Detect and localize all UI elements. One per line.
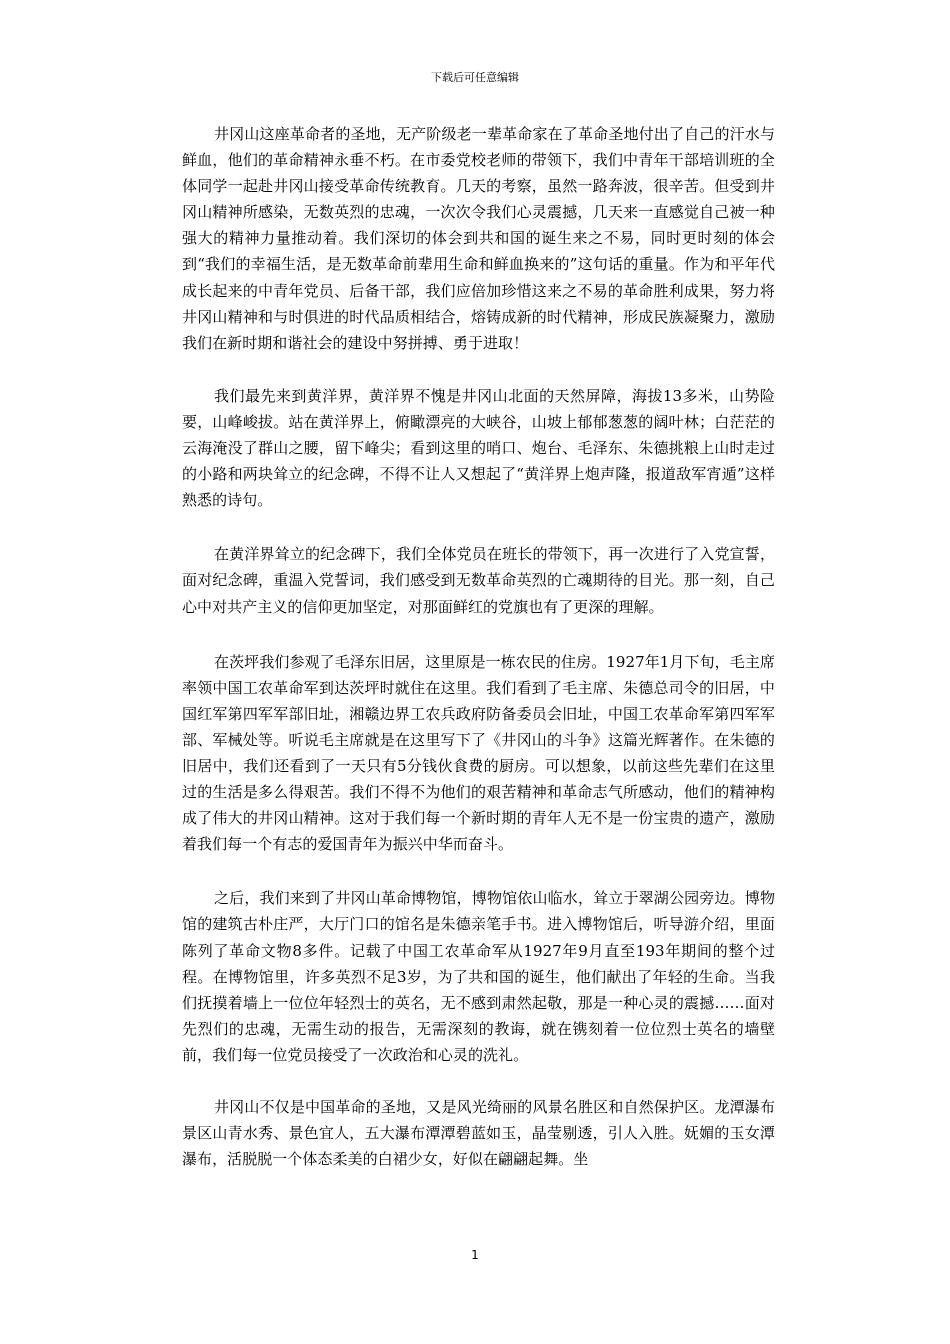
document-body (182, 121, 775, 1199)
header-note: 下载后可任意编辑 (431, 71, 519, 84)
paragraph: 我们最先来到黄洋界，黄洋界不愧是井冈山北面的天然屏障，海拔13多米，山势险要，山峰峻拔。站在黄洋界上，俯瞰漂亮的大峡谷，山坡上郁郁葱葱的阔叶林；白茫茫的云海淹没了群山之腰，留下峰尖；看到这里的哨口、炮台、毛泽东、朱德挑粮上山时走过的小路和两块耸立的纪念碑，不得不让人又想起了“黄洋界上炮声隆，报道敌军宵遁”这样熟悉的诗句。 (182, 386, 775, 510)
paragraph: 之后，我们来到了井冈山革命博物馆，博物馆依山临水，耸立于翠湖公园旁边。博物馆的建筑古朴庄严，大厅门口的馆名是朱德亲笔手书。进入博物馆后，听导游介绍，里面陈列了革命文物8多件。记载了中国工农革命军从1927年9月直至193年期间的整个过程。在博物馆里，许多英烈不足3岁，为了共和国的诞生，他们献出了年轻的生命。当我们抚摸着墙上一位位年轻烈士的英名，无不感到肃然起敬，那是一种心灵的震撼……面对先烈们的忠魂，无需生动的报告，无需深刻的教诲，就在镌刻着一位位烈士英名的墙壁前，我们每一位党员接受了一次政治和心灵的洗礼。 (182, 889, 775, 1064)
paragraph: 在茨坪我们参观了毛泽东旧居，这里原是一栋农民的住房。1927年1月下旬，毛主席率领中国工农革命军到达茨坪时就住在这里。我们看到了毛主席、朱德总司令的旧居，中国红军第四军军部旧址，湘赣边界工农兵政府防备委员会旧址，中国工农革命军第四军军部、军械处等。听说毛主席就是在这里写下了《井冈山的斗争》这篇光辉著作。在朱德的旧居中，我们还看到了一天只有5分钱伙食费的厨房。可以想象，以前这些先辈们在这里过的生活是多么得艰苦。我们不得不为他们的艰苦精神和革命志气所感动，他们的精神构成了伟大的井冈山精神。这对于我们每一个新时期的青年人无不是一份宝贵的遗产，激励着我们每一个有志的爱国青年为振兴中华而奋斗。 (182, 652, 775, 854)
paragraph: 在黄洋界耸立的纪念碑下，我们全体党员在班长的带领下，再一次进行了入党宣誓，面对纪念碑，重温入党誓词，我们感受到无数革命英烈的亡魂期待的目光。那一刻，自己心中对共产主义的信仰更加坚定，对那面鲜红的党旗也有了更深的理解。 (182, 545, 775, 616)
paragraph: 井冈山不仅是中国革命的圣地，又是风光绮丽的风景名胜区和自然保护区。龙潭瀑布景区山青水秀、景色宜人，五大瀑布潭潭碧蓝如玉，晶莹剔透，引人入胜。妩媚的玉女潭瀑布，活脱脱一个体态柔美的白裙少女，好似在翩翩起舞。坐 (182, 1098, 775, 1169)
page-number: 1 (471, 1248, 479, 1262)
paragraph: 井冈山这座革命者的圣地，无产阶级老一辈革命家在了革命圣地付出了自己的汗水与鲜血，他们的革命精神永垂不朽。在市委党校老师的带领下，我们中青年干部培训班的全体同学一起赴井冈山接受革命传统教育。几天的考察，虽然一路奔波，很辛苦。但受到井冈山精神所感染，无数英烈的忠魂，一次次令我们心灵震撼，几天来一直感觉自己被一种强大的精神力量推动着。我们深切的体会到共和国的诞生来之不易，同时更时刻的体会到“我们的幸福生活，是无数革命前辈用生命和鲜血换来的”这句话的重量。作为和平年代成长起来的中青年党员、后备干部，我们应倍加珍惜这来之不易的革命胜利成果，努力将井冈山精神和与时俱进的时代品质相结合，熔铸成新的时代精神，形成民族凝聚力，激励我们在新时期和谐社会的建设中努拼搏、勇于进取！ (182, 125, 775, 352)
